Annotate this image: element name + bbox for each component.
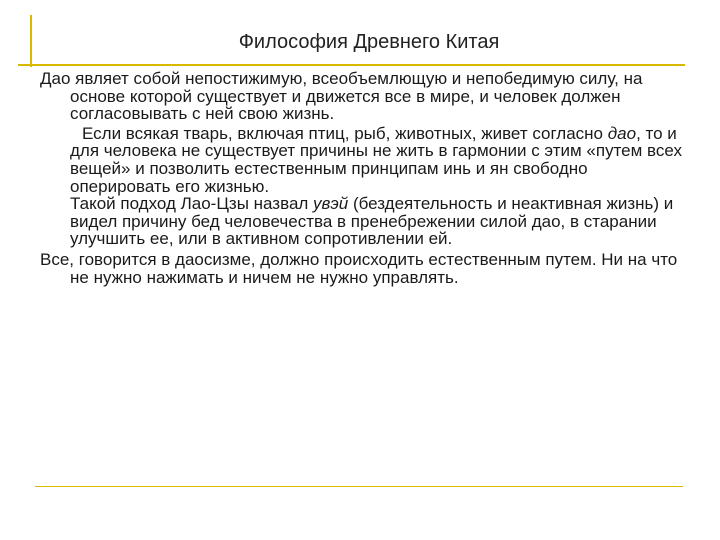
- frame-horizontal-line: [18, 64, 685, 66]
- paragraph-natural-way: Все, говорится в даосизме, должно происходить естественным путем. Ни на что не нужно нажимать и ничем не нужно управлять.: [40, 249, 678, 287]
- paragraph-dao-intro: Дао являет собой непостижимую, всеобъемлющую и непобедимую силу, на основе которой существует и движется все в мире, и человек должен согласовывать с ней свою жизнь.: [40, 69, 643, 124]
- paragraph-wuwei-text-a: Такой подход Лао-Цзы назвал: [70, 194, 314, 214]
- paragraph-wuwei-text-b: (бездеятельность и неактивная жизнь) и видел причину бед человечества в пренебрежении силой дао, в старании улучшить ее, или в активном сопротивлении ей.: [70, 194, 674, 249]
- paragraph-creatures: [40, 125, 688, 195]
- paragraph-creatures-text-a: Если всякая тварь, включая птиц, рыб, животных, живет согласно: [82, 123, 608, 143]
- term-wuwei: увэй: [313, 194, 349, 214]
- paragraph-wuwei: [40, 195, 688, 248]
- slide-title: Философия Древнего Китая: [238, 31, 500, 53]
- bottom-divider-line: [35, 486, 683, 487]
- term-dao: дао: [607, 123, 637, 143]
- slide-body: [40, 70, 688, 286]
- paragraph-creatures-text-b: , то и для человека не существует причины не жить в гармонии с этим «путем всех вещей» и позволить естественным принципам инь и ян свободно оперировать его жизнью.: [70, 123, 682, 196]
